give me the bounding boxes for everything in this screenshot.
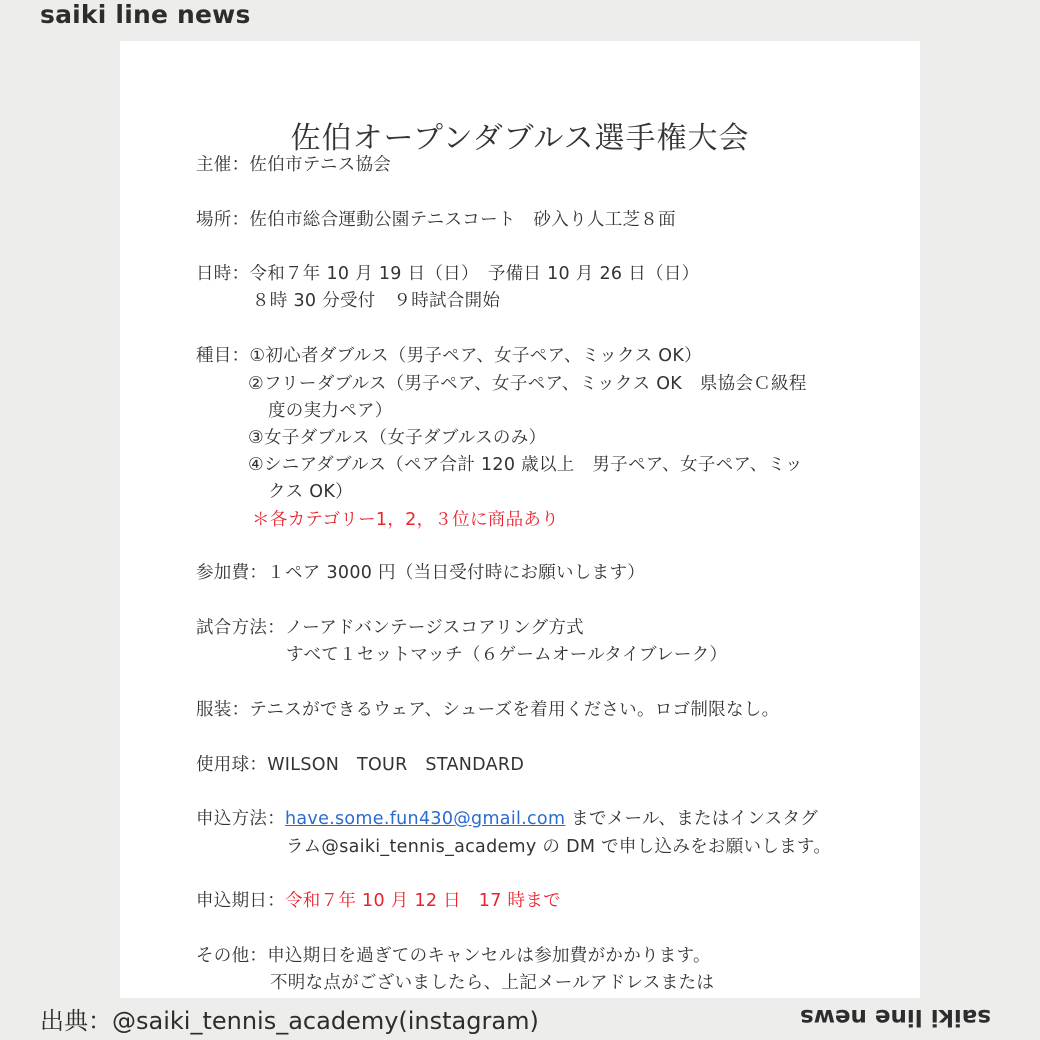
apply-line-1 — [196, 805, 818, 830]
events-line-4: ③女子ダブルス（女子ダブルスのみ） — [248, 428, 547, 448]
fee-line: 参加費：１ペア 3000 円（当日受付時にお願いします） — [196, 563, 646, 583]
apply-suffix: までメール、またはインスタグ — [565, 809, 819, 829]
venue-line: 場所：佐伯市総合運動公園テニスコート 砂入り人工芝８面 — [196, 210, 676, 230]
flyer-document — [120, 41, 920, 998]
events-line-3: 度の実力ペア） — [268, 401, 393, 421]
other-line-2: 不明な点がございましたら、上記メールアドレスまたは — [270, 973, 715, 993]
deadline-line — [196, 887, 561, 912]
prize-note: ＊各カテゴリー1，2，３位に商品あり — [252, 510, 559, 530]
events-line-1: 種目：①初心者ダブルス（男子ペア、女子ペア、ミックス OK） — [196, 346, 702, 366]
apply-line-2: ラム@saiki_tennis_academy の DM で申し込みをお願いします。 — [286, 837, 832, 857]
date-line: 日時：令和７年 10 月 19 日（日） 予備日 10 月 26 日（日） — [196, 264, 700, 284]
deadline-label: 申込期日： — [196, 891, 285, 911]
format-line-1: 試合方法：ノーアドバンテージスコアリング方式 — [196, 618, 584, 638]
document-title: 佐伯オープンダブルス選手権大会 — [290, 121, 750, 156]
brand-logo-top: saiki line news — [40, 0, 251, 29]
events-line-2: ②フリーダブルス（男子ペア、女子ペア、ミックス OK 県協会Ｃ級程 — [248, 374, 807, 394]
format-line-2: すべて１セットマッチ（６ゲームオールタイブレーク） — [286, 645, 728, 665]
other-line-1: その他：申込期日を過ぎてのキャンセルは参加費がかかります。 — [196, 946, 711, 966]
apply-label: 申込方法： — [196, 809, 285, 829]
events-line-6: クス OK） — [268, 482, 353, 502]
ball-line: 使用球：WILSON TOUR STANDARD — [196, 755, 525, 775]
source-credit: 出典：@saiki_tennis_academy(instagram) — [40, 1007, 539, 1035]
host-line: 主催：佐伯市テニス協会 — [196, 155, 392, 175]
brand-logo-bottom-upside-down: saiki line news — [800, 1004, 991, 1030]
events-line-5: ④シニアダブルス（ペア合計 120 歳以上 男子ペア、女子ペア、ミッ — [248, 455, 803, 475]
attire-line: 服装：テニスができるウェア、シューズを着用ください。ロゴ制限なし。 — [196, 700, 780, 720]
deadline-value: 令和７年 10 月 12 日 17 時まで — [285, 891, 561, 911]
date-line-2: ８時 30 分受付 ９時試合開始 — [252, 291, 501, 311]
apply-email-link[interactable]: have.some.fun430@gmail.com — [285, 809, 566, 829]
